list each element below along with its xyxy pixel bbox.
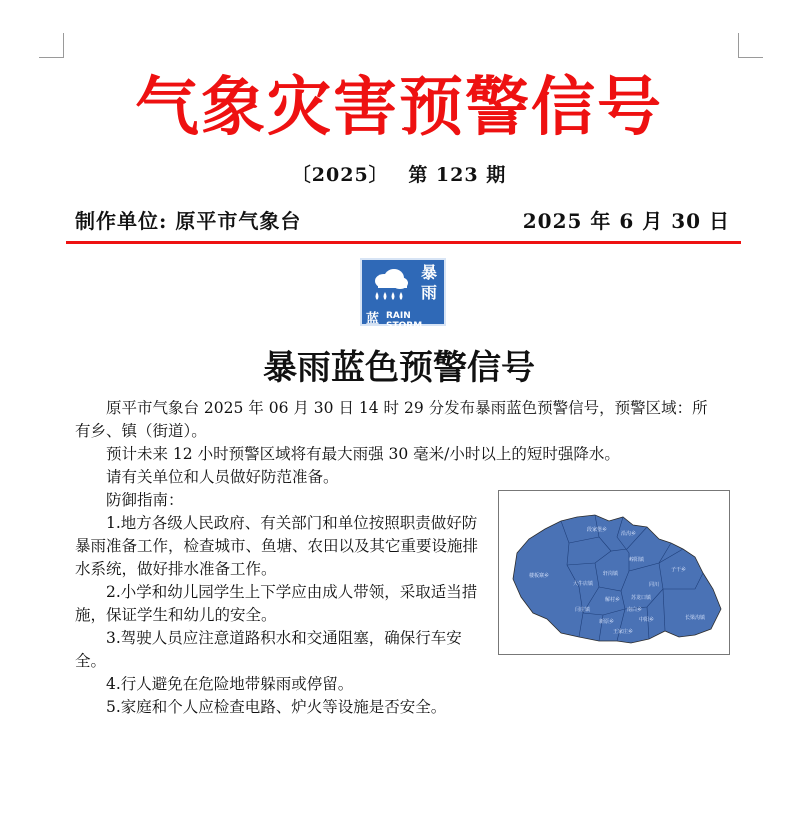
org-label: 制作单位: bbox=[75, 209, 168, 233]
map-label-6: 轩岗镇 bbox=[603, 571, 619, 577]
map-label-5: 大牛店镇 bbox=[573, 581, 594, 587]
map-label-1: 段家堡乡 bbox=[587, 527, 608, 533]
paragraph-issue: 原平市气象台 2025 年 06 月 30 日 14 时 29 分发布暴雨蓝色预警信号，预警区域：所有乡、镇（街道）。 bbox=[75, 399, 708, 440]
paragraph-forecast: 预计未来 12 小时预警区域将有最大雨强 30 毫米/小时以上的短时强降水。 bbox=[106, 445, 620, 463]
icon-color-label: 蓝 bbox=[366, 312, 380, 327]
red-divider bbox=[66, 241, 741, 244]
page-corner-mark-right bbox=[738, 33, 763, 58]
org-name: 原平市气象台 bbox=[175, 209, 302, 233]
map-label-15: 王家庄乡 bbox=[613, 629, 634, 635]
map-label-3: 楼板寨乡 bbox=[529, 573, 550, 579]
map-label-10: 解村乡 bbox=[605, 597, 621, 603]
issue-year: 〔2025〕 bbox=[291, 164, 389, 186]
map-label-14: 南白乡 bbox=[627, 607, 643, 613]
map-label-9: 长梁沟镇 bbox=[685, 615, 706, 621]
map-label-8: 同川 bbox=[649, 582, 660, 588]
icon-caption: RAIN STORM bbox=[386, 311, 423, 331]
district-map bbox=[499, 491, 729, 654]
issue-line bbox=[0, 160, 798, 187]
icon-glyph bbox=[417, 263, 441, 303]
guide-item-1: 1.地方各级人民政府、有关部门和单位按照职责做好防暴雨准备工作，检查城市、鱼塘、农田以及其它重要设施排水系统，做好排水准备工作。 bbox=[75, 514, 479, 578]
rainstorm-warning-icon bbox=[360, 258, 446, 331]
warning-title: 暴雨蓝色预警信号 bbox=[263, 348, 535, 388]
warning-area-map bbox=[498, 490, 730, 655]
guide-item-4: 4.行人避免在危险地带躲雨或停留。 bbox=[106, 675, 354, 693]
issue-number: 第 123 期 bbox=[408, 164, 507, 186]
map-label-16: 新原乡 bbox=[599, 619, 615, 625]
map-label-2: 沿沟乡 bbox=[621, 531, 637, 537]
guide-item-5: 5.家庭和个人应检查电路、炉火等设施是否安全。 bbox=[106, 698, 447, 716]
map-label-13: 中阳乡 bbox=[639, 617, 655, 623]
guide-item-2: 2.小学和幼儿园学生上下学应由成人带领，采取适当措施，保证学生和幼儿的安全。 bbox=[75, 583, 478, 624]
issue-date: 2025 年 6 月 30 日 bbox=[522, 209, 730, 233]
paragraph-prepare: 请有关单位和人员做好防范准备。 bbox=[106, 468, 339, 486]
icon-glyph-text: 暴 雨 bbox=[420, 263, 437, 302]
map-label-11: 闫庄镇 bbox=[575, 607, 591, 613]
rain-cloud-icon bbox=[370, 266, 410, 306]
map-label-7: 崞阳镇 bbox=[629, 557, 645, 563]
map-label-12: 苏龙口镇 bbox=[631, 595, 652, 601]
issuing-organization bbox=[75, 205, 301, 234]
guide-label: 防御指南： bbox=[106, 491, 184, 509]
document-title: 气象灾害预警信号 bbox=[135, 70, 663, 145]
page-corner-mark-left bbox=[39, 33, 64, 58]
guide-item-3: 3.驾驶人员应注意道路积水和交通阻塞，确保行车安全。 bbox=[75, 629, 462, 670]
district-outline bbox=[513, 515, 721, 643]
map-label-4: 子干乡 bbox=[671, 567, 687, 573]
